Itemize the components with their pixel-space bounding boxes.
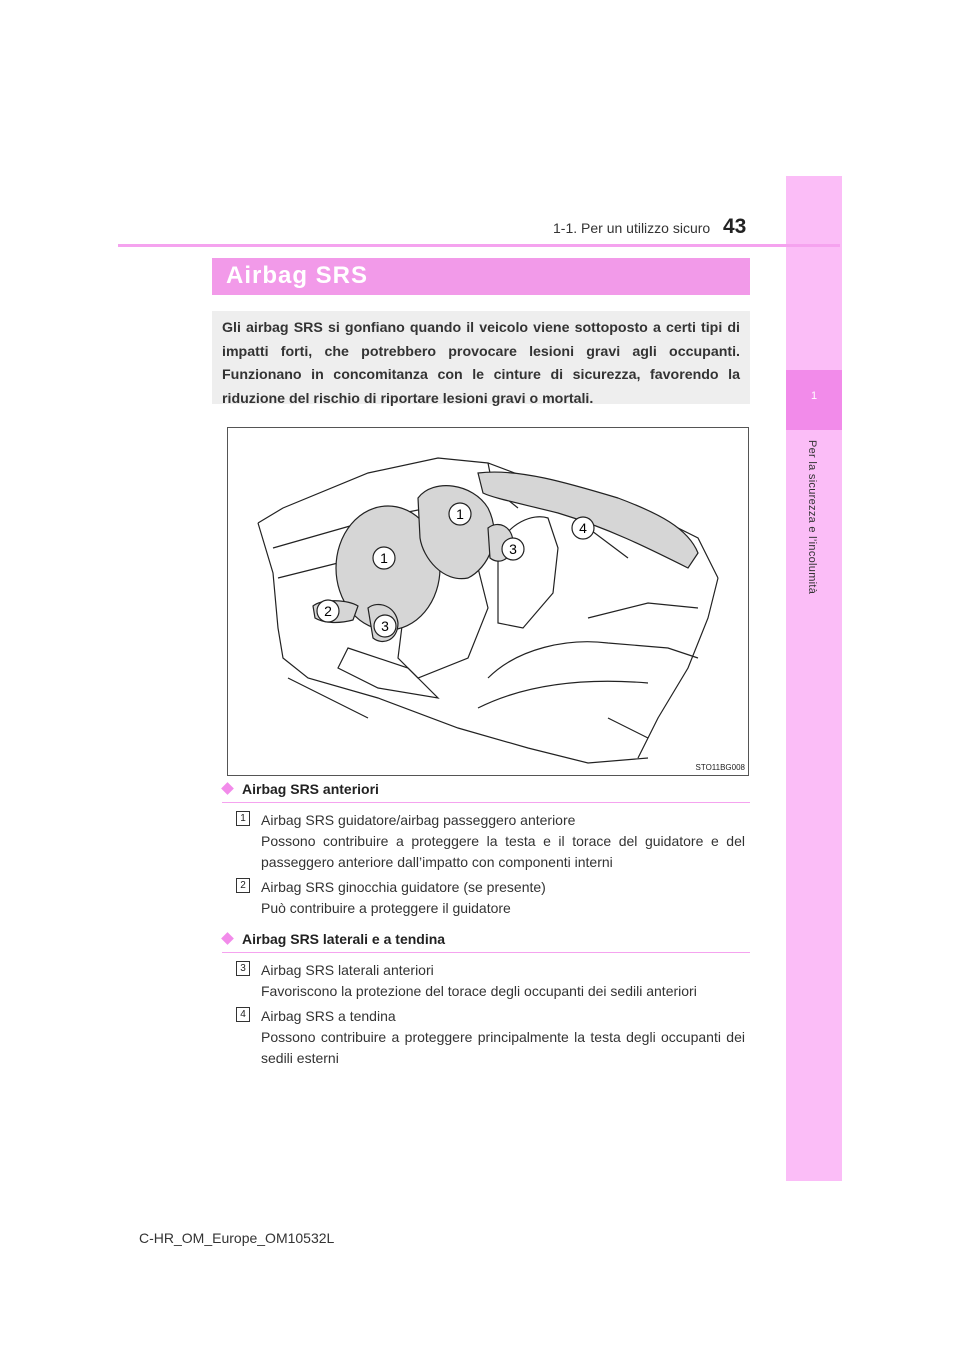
item-front-side-airbag [261,960,745,1002]
intro-text: Gli airbag SRS si gonfiano quando il veicolo viene sottoposto a certi tipi di impatti forti, che potrebbero provocare lesioni gravi agli occupanti. Funzionano in concomitanza con le cinture di sicurezza, favorendo la riduzione del rischio di riportare lesioni gravi o mortali. [222,320,740,407]
callout-label: 4 [579,520,587,536]
callout-3-passenger-side [502,538,524,560]
item-number-badge: 1 [236,811,250,826]
chapter-side-tab [786,176,842,1181]
airbag-illustration [227,427,749,776]
item-title: Airbag SRS guidatore/airbag passeggero anteriore [261,812,576,828]
callout-label: 2 [324,603,332,619]
callout-1-driver [373,547,395,569]
item-knee-airbag [261,877,745,919]
section-title: Airbag SRS [226,262,369,289]
item-description: Può contribuire a proteggere il guidatore [261,900,511,916]
callout-label: 3 [509,541,517,557]
item-description: Possono contribuire a proteggere la testa e il torace del guidatore e del passeggero anteriore dall’impatto con componenti interni [261,833,745,870]
car-interior-drawing [228,428,748,775]
document-code-footer: C-HR_OM_Europe_OM10532L [139,1230,335,1246]
diamond-bullet-icon [221,932,234,945]
subheading-rule [222,802,750,803]
subheading-side-curtain-airbags [221,931,445,947]
subheading-front-airbags [221,781,379,797]
callout-label: 1 [456,506,464,522]
item-title: Airbag SRS laterali anteriori [261,962,434,978]
intro-box [212,311,750,407]
item-title: Airbag SRS a tendina [261,1008,396,1024]
callout-3-driver-side [374,615,396,637]
item-driver-passenger-airbag [261,810,745,873]
diamond-bullet-icon [221,782,234,795]
section-title-bar [212,258,750,295]
page-number: 43 [723,215,747,238]
callout-1-passenger [449,503,471,525]
item-number-badge: 3 [236,961,250,976]
header-rule [118,244,840,247]
callout-label: 3 [381,618,389,634]
subheading-text: Airbag SRS anteriori [242,781,379,797]
subheading-text: Airbag SRS laterali e a tendina [242,931,446,947]
callout-4-curtain [572,517,594,539]
section-header: 1-1. Per un utilizzo sicuro [553,220,711,236]
figure-code: STO11BG008 [695,763,745,772]
item-description: Possono contribuire a proteggere principalmente la testa degli occupanti dei sedili esterni [261,1029,745,1066]
item-number-badge: 2 [236,878,250,893]
item-title: Airbag SRS ginocchia guidatore (se presente) [261,879,546,895]
callout-label: 1 [380,550,388,566]
item-curtain-airbag [261,1006,745,1069]
chapter-title: Per la sicurezza e l’incolumità [806,440,818,595]
chapter-number: 1 [810,390,818,402]
subheading-rule [222,952,750,953]
item-description: Favoriscono la protezione del torace degli occupanti dei sedili anteriori [261,983,697,999]
item-number-badge: 4 [236,1007,250,1022]
callout-2-knee [317,600,339,622]
